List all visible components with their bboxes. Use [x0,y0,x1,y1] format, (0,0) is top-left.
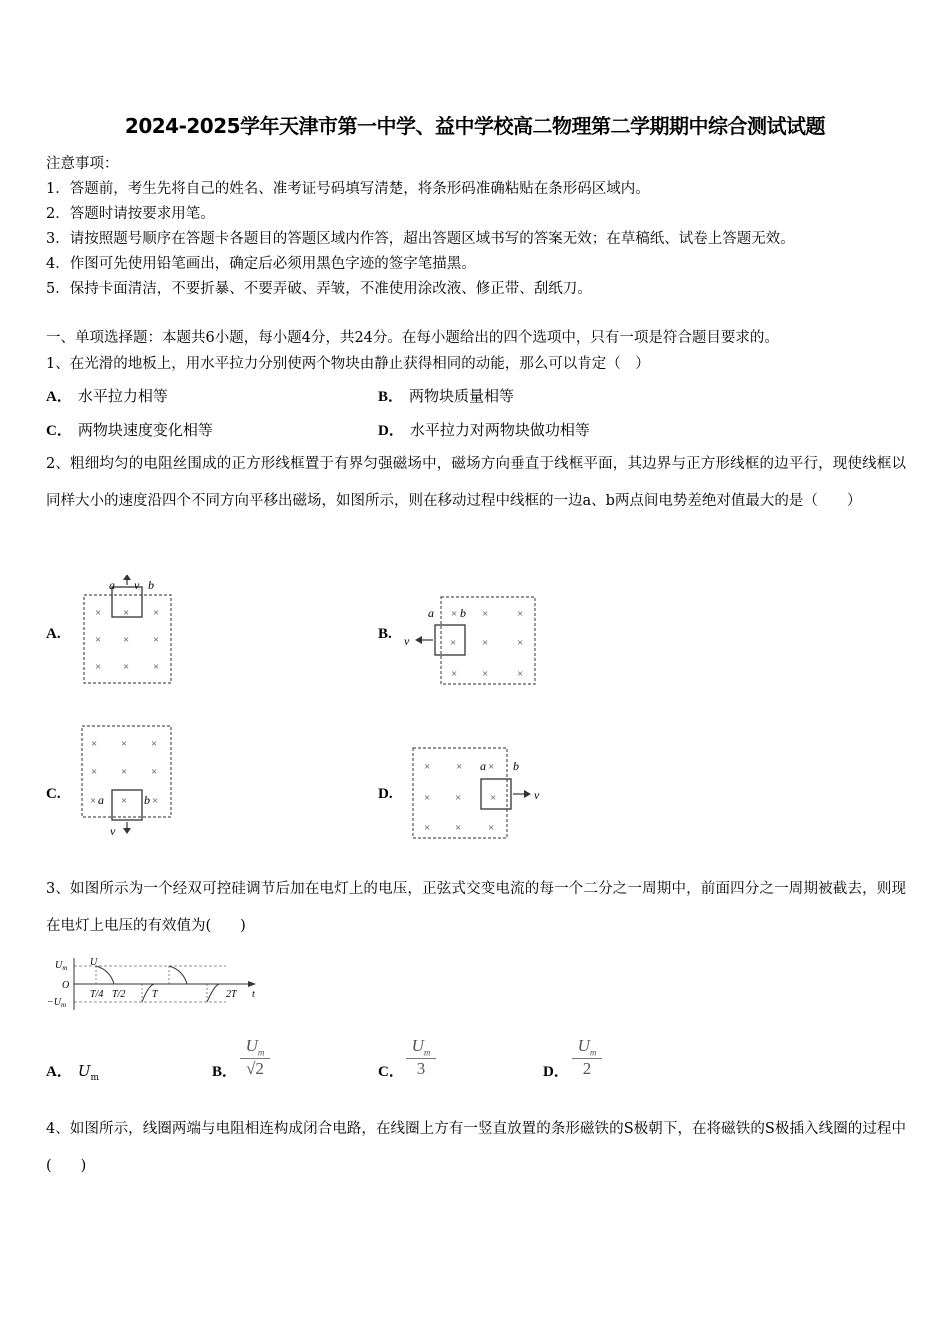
option-text: 两物块质量相等 [409,387,515,405]
svg-text:×: × [153,607,160,619]
option-text: 水平拉力相等 [77,387,168,405]
svg-text:×: × [152,795,159,807]
wave-segment [96,966,114,984]
svg-text:×: × [482,608,489,620]
q3-option-b-fraction: $\frac{U_m}{√2}$ [240,1036,270,1079]
option-text: 两物块速度变化相等 [77,421,213,439]
svg-text:×: × [424,822,431,834]
q3-option-c-fraction: $\frac{U_m}{3}$ [406,1036,436,1079]
svg-text:×: × [153,661,160,673]
svg-text:×: × [482,668,489,680]
label-a: a [480,759,486,773]
q3-voltage-graph [44,950,266,1016]
option-key: A． [46,1064,72,1080]
svg-text:×: × [456,761,463,773]
q3-option-b-label: B． [212,1064,238,1080]
section-heading: 一、单项选择题：本题共6小题，每小题4分，共24分。在每小题给出的四个选项中，只有一项是符合题目要求的。 [46,330,779,346]
q2-figure-d [408,744,548,842]
label-v: v [404,634,410,648]
svg-text:×: × [455,822,462,834]
q1-option-b [378,385,514,406]
q3-option-d-fraction: $\frac{U_m}{2}$ [572,1036,602,1079]
svg-text:×: × [123,661,130,673]
q1-option-d [378,419,590,440]
svg-text:×: × [424,792,431,804]
q1-stem: 1、在光滑的地板上，用水平拉力分别使两个物块由静止获得相同的动能，那么可以肯定（ ） [46,356,650,372]
t-label: t [252,989,255,1000]
svg-text:×: × [482,637,489,649]
page-title: 2024-2025学年天津市第一中学、益中学校高二物理第二学期期中综合测试试题 [124,114,826,138]
svg-text:×: × [91,766,98,778]
label-b: b [513,759,519,773]
svg-text:×: × [450,637,457,649]
t-arrow [248,981,256,987]
arrow-head [123,575,131,580]
svg-text:×: × [123,607,130,619]
notice-item-4: 4．作图可先使用铅笔画出，确定后必须用黑色字迹的签字笔描黑。 [46,256,476,272]
svg-text:×: × [517,668,524,680]
q2-option-b-label: B. [378,626,392,642]
label-a: a [109,578,115,592]
q2-figure-b [400,593,540,688]
arrow-head [123,828,131,834]
u-label: U [90,957,98,968]
tick-t: T [152,989,158,1000]
notice-heading: 注意事项： [46,156,119,172]
svg-text:×: × [488,761,495,773]
label-v: v [134,578,140,592]
svg-text:×: × [451,668,458,680]
svg-text:×: × [488,822,495,834]
svg-text:×: × [121,795,128,807]
svg-text:×: × [455,792,462,804]
label-a: a [98,793,104,807]
svg-text:×: × [151,738,158,750]
q4-stem: 4、如图所示，线圈两端与电阻相连构成闭合电路，在线圈上方有一竖直放置的条形磁铁的S极朝下，在将磁铁的S极插入线圈的过程中( ) [46,1121,906,1174]
svg-text:×: × [490,792,497,804]
svg-text:×: × [91,738,98,750]
svg-text:×: × [90,795,97,807]
wave-segment [207,984,219,1002]
field-crosses [95,607,159,673]
svg-text:×: × [153,634,160,646]
svg-text:×: × [95,661,102,673]
label-b: b [144,793,150,807]
svg-text:×: × [123,634,130,646]
label-a: a [428,606,434,620]
notice-item-1: 1．答题前，考生先将自己的姓名、准考证号码填写清楚，将条形码准确粘贴在条形码区域内。 [46,181,650,197]
tick-2t: 2T [226,989,237,1000]
tick-t4: T/4 [90,989,104,1000]
arrow-head [524,790,531,798]
q2-figure-a [78,575,178,687]
svg-text:×: × [121,766,128,778]
svg-text:×: × [95,634,102,646]
svg-text:×: × [451,608,458,620]
svg-text:×: × [517,608,524,620]
notice-item-2: 2．答题时请按要求用笔。 [46,206,215,222]
origin-label: O [62,980,70,991]
q2-figure-c [78,722,188,842]
svg-text:×: × [424,761,431,773]
notice-item-5: 5．保持卡面清洁，不要折暴、不要弄破、弄皱，不准使用涂改液、修正带、刮纸刀。 [46,281,592,297]
notice-item-3: 3．请按照题号顺序在答题卡各题目的答题区域内作答，超出答题区域书写的答案无效；在草稿纸、试卷上答题无效。 [46,231,795,247]
q3-option-c-label: C． [378,1064,404,1080]
svg-text:×: × [151,766,158,778]
svg-text:×: × [517,637,524,649]
label-v: v [534,788,540,802]
option-text: 水平拉力对两物块做功相等 [409,421,590,439]
q2-option-d-label: D. [378,786,393,802]
option-value: U [77,1062,91,1080]
option-key: C． [46,423,72,439]
label-b: b [148,578,154,592]
option-key: A． [46,389,72,405]
um-label: $U_m$ [55,960,68,972]
option-key: D． [378,423,404,439]
neg-um-label: $-U_m$ [47,997,67,1009]
q2-stem: 2、粗细均匀的电阻丝围成的正方形线框置于有界匀强磁场中，磁场方向垂直于线框平面，其边界与正方形线框的边平行，现使线框以同样大小的速度沿四个不同方向平移出磁场，如图所示，则在移动过程中线框的一边a、b两点间电势差绝对值最大的是（ ） [46,456,906,509]
q3-stem: 3、如图所示为一个经双可控硅调节后加在电灯上的电压，正弦式交变电流的每一个二分之一周期中，前面四分之一周期被截去，则现在电灯上电压的有效值为( ) [46,881,906,934]
label-v: v [110,824,116,838]
q1-option-a [46,385,168,406]
arrow-head [415,636,422,644]
q1-option-c [46,419,213,440]
svg-text:×: × [95,607,102,619]
q2-option-c-label: C. [46,786,61,802]
label-b: b [460,606,466,620]
tick-t2: T/2 [112,989,126,1000]
q2-option-a-label: A. [46,626,61,642]
option-key: B． [378,389,404,405]
q3-option-a: A． $U_m$ [46,1062,100,1083]
wave-segment [169,966,187,984]
svg-text:×: × [121,738,128,750]
q3-option-d-label: D． [543,1064,569,1080]
